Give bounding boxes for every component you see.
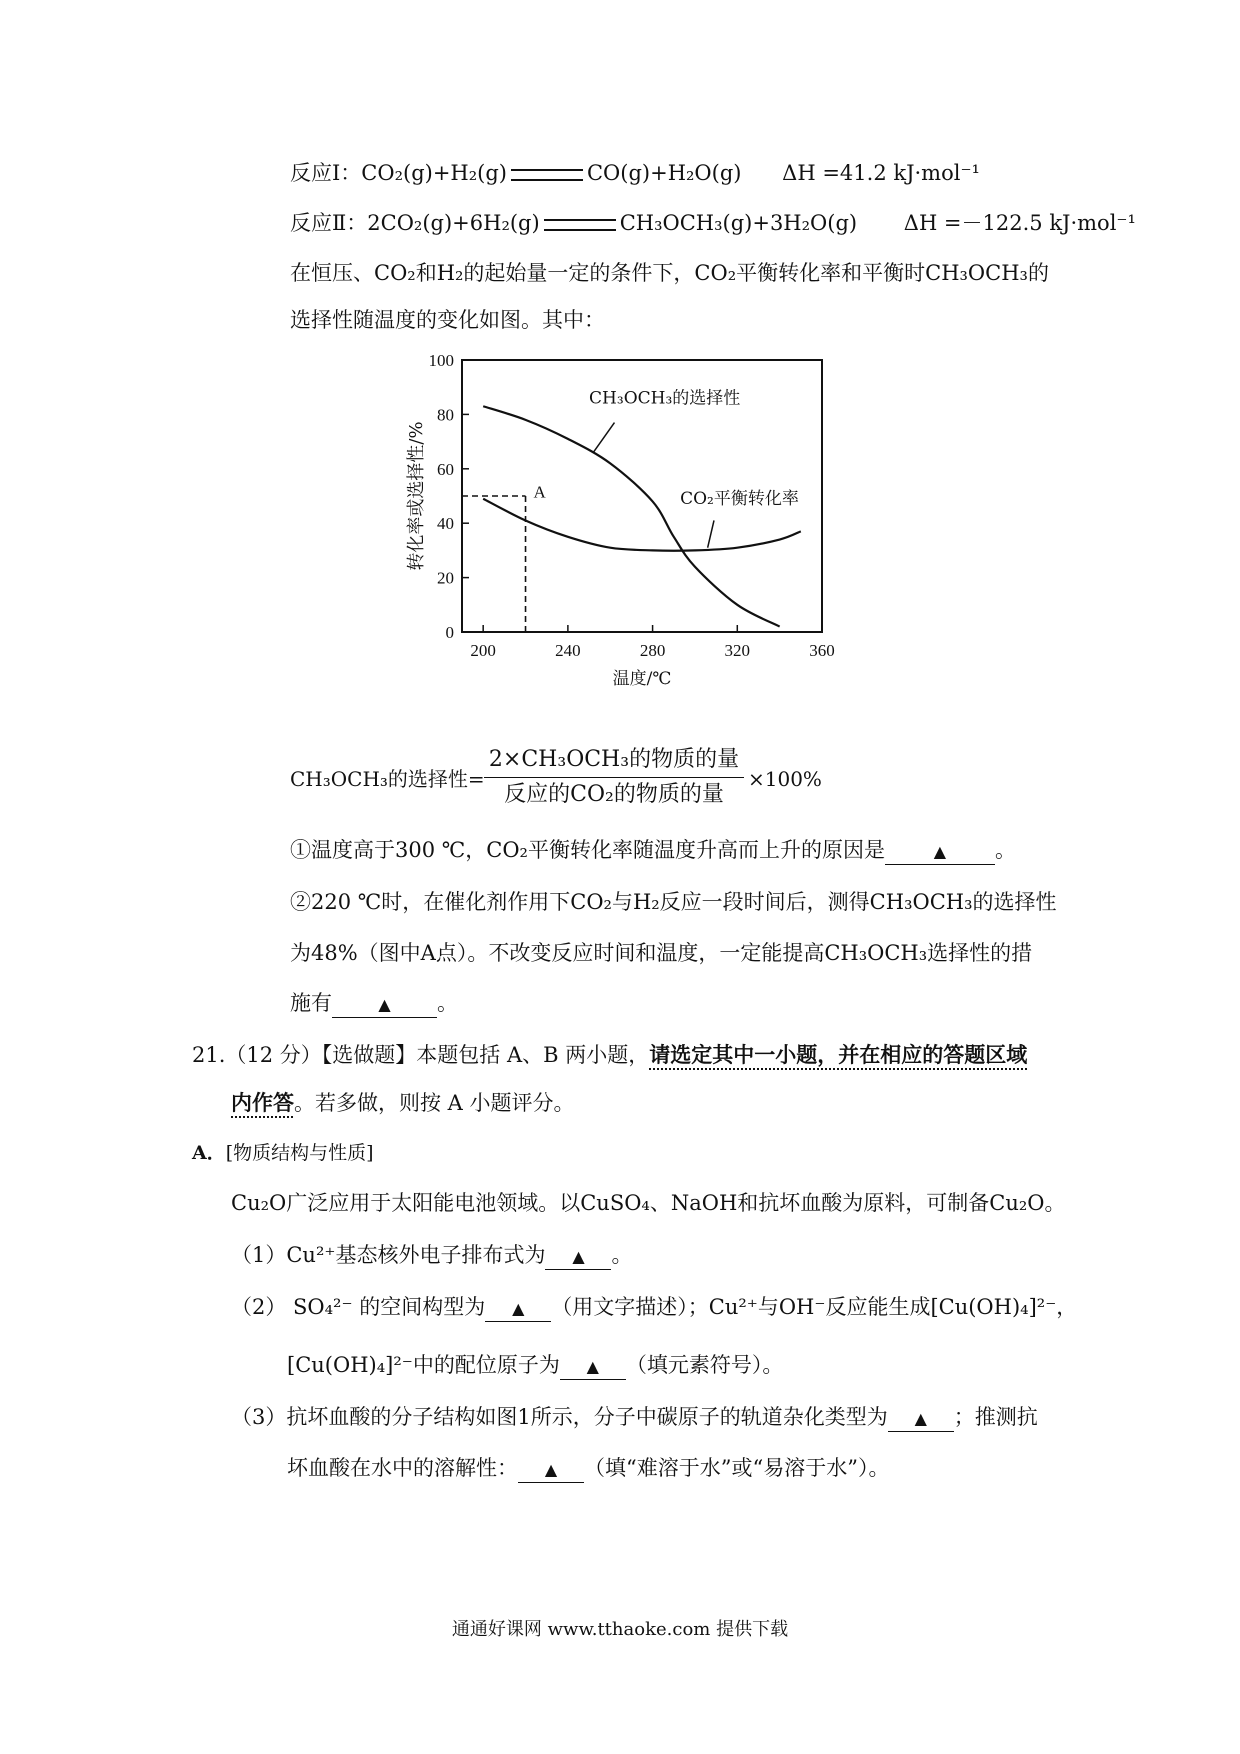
- q21-rest: 。若多做，则按 A 小题评分。: [294, 1091, 575, 1115]
- section-a-heading: [192, 1138, 374, 1168]
- q21-line-2: [231, 1088, 575, 1118]
- reaction-2-label: 反应Ⅱ：: [290, 211, 368, 235]
- question-2-line-3: [290, 988, 458, 1018]
- x-axis-label: 温度/℃: [612, 669, 672, 689]
- x-tick-label: 200: [470, 641, 496, 660]
- answer-blank[interactable]: ▲: [518, 1458, 584, 1483]
- series-leader-line: [593, 423, 614, 453]
- y-tick-label: 20: [437, 568, 454, 588]
- part-2-text-d: （填元素符号）。: [625, 1353, 784, 1377]
- y-tick-label: 0: [445, 623, 454, 642]
- reaction-1-label: 反应Ⅰ：: [290, 161, 362, 185]
- section-a-intro: Cu₂O广泛应用于太阳能电池领域。以CuSO₄、NaOH和抗坏血酸为原料，可制备Cu₂O。: [231, 1191, 1066, 1215]
- y-tick-label: 100: [428, 352, 454, 370]
- part-2-text-b: （用文字描述）；Cu²⁺与OH⁻反应能生成[Cu(OH)₄]²⁻，: [551, 1295, 1078, 1319]
- conversion-selectivity-chart: [400, 352, 870, 712]
- answer-blank[interactable]: ▲: [560, 1355, 626, 1380]
- x-tick-label: 360: [809, 641, 835, 660]
- series-line-0: [483, 406, 779, 626]
- question-2-line-1: ②220 ℃时，在催化剂作用下CO₂与H₂反应一段时间后，测得CH₃OCH₃的选择性: [290, 890, 1057, 914]
- y-tick-label: 80: [437, 405, 454, 425]
- y-tick-label: 60: [437, 459, 454, 479]
- question-1-end: 。: [994, 838, 1016, 862]
- part-1-end: 。: [611, 1243, 633, 1267]
- selectivity-fraction: [484, 743, 744, 812]
- reaction-1-lhs: CO₂(g)+H₂(g): [361, 161, 507, 185]
- series-label-selectivity: CH₃OCH₃的选择性: [589, 388, 741, 409]
- intro-line-2: 选择性随温度的变化如图。其中：: [290, 308, 605, 332]
- answer-blank[interactable]: ▲: [485, 1297, 551, 1322]
- answer-blank[interactable]: ▲: [545, 1245, 611, 1270]
- reaction-2-lhs: 2CO₂(g)+6H₂(g): [367, 211, 540, 235]
- question-2-end: 。: [437, 991, 458, 1015]
- answer-blank[interactable]: ▲: [888, 1407, 954, 1432]
- equals-sign-icon: [544, 219, 616, 231]
- y-axis-label: 转化率或选择性/%: [406, 421, 427, 571]
- part-2-line-2: [287, 1350, 783, 1380]
- part-2-text-c: [Cu(OH)₄]²⁻中的配位原子为: [287, 1353, 560, 1377]
- reaction-1-enthalpy: ΔH =41.2 kJ·mol⁻¹: [782, 161, 980, 185]
- fraction-denominator: 反应的CO₂的物质的量: [504, 782, 724, 807]
- reaction-1: [290, 158, 980, 188]
- intro-line-1: 在恒压、CO₂和H₂的起始量一定的条件下，CO₂平衡转化率和平衡时CH₃OCH₃的: [290, 261, 1049, 285]
- q21-head: 21.（12 分）【选做题】本题包括 A、B 两小题，: [192, 1043, 650, 1067]
- part-3-line-2: [287, 1453, 889, 1483]
- x-tick-label: 280: [639, 641, 666, 660]
- reaction-2: [290, 208, 1136, 238]
- footer-credit: 通通好课网 www.tthaoke.com 提供下载: [451, 1619, 789, 1640]
- question-2-text: 施有: [290, 991, 332, 1015]
- formula-lhs: CH₃OCH₃的选择性=: [290, 767, 485, 791]
- answer-blank[interactable]: ▲: [885, 840, 995, 865]
- part-2-line-1: [231, 1292, 1077, 1322]
- formula-factor: ×100%: [748, 767, 822, 791]
- section-a-title: [物质结构与性质]: [225, 1142, 374, 1164]
- question-2-line-2: 为48%（图中A点）。不改变反应时间和温度，一定能提高CH₃OCH₃选择性的措: [290, 941, 1033, 965]
- part-1: [231, 1240, 632, 1270]
- section-a-label: A．: [192, 1142, 226, 1164]
- q21-emphasis-2: 内作答: [231, 1090, 294, 1115]
- fraction-numerator: 2×CH₃OCH₃的物质的量: [488, 747, 740, 772]
- reaction-2-enthalpy: ΔH =－122.5 kJ·mol⁻¹: [903, 211, 1136, 235]
- question-1-text: ①温度高于300 ℃，CO₂平衡转化率随温度升高而上升的原因是: [290, 838, 885, 862]
- part-3-line-1: [231, 1402, 1038, 1432]
- x-tick-label: 240: [555, 641, 581, 660]
- part-1-text: （1）Cu²⁺基态核外电子排布式为: [231, 1243, 546, 1267]
- reaction-1-rhs: CO(g)+H₂O(g): [586, 161, 742, 185]
- point-a-label: A: [533, 482, 546, 502]
- q21-emphasis: 请选定其中一小题，并在相应的答题区域: [649, 1042, 1028, 1067]
- answer-blank[interactable]: ▲: [332, 993, 437, 1018]
- y-tick-label: 40: [437, 514, 454, 534]
- question-1: [290, 835, 1016, 865]
- part-3-text-c: 坏血酸在水中的溶解性：: [287, 1456, 518, 1480]
- x-tick-label: 320: [724, 641, 751, 660]
- q21-line-1: [192, 1040, 1027, 1070]
- equals-sign-icon: [511, 169, 583, 181]
- part-2-text: （2） SO₄²⁻ 的空间构型为: [231, 1295, 486, 1319]
- reaction-2-rhs: CH₃OCH₃(g)+3H₂O(g): [619, 211, 858, 235]
- part-3-text-b: ；推测抗: [953, 1405, 1038, 1429]
- series-leader-line: [708, 520, 714, 547]
- series-label-conversion: CO₂平衡转化率: [680, 489, 799, 510]
- part-3-text: （3）抗坏血酸的分子结构如图1所示，分子中碳原子的轨道杂化类型为: [231, 1405, 888, 1429]
- part-3-text-d: （填“难溶于水”或“易溶于水”）。: [584, 1456, 890, 1480]
